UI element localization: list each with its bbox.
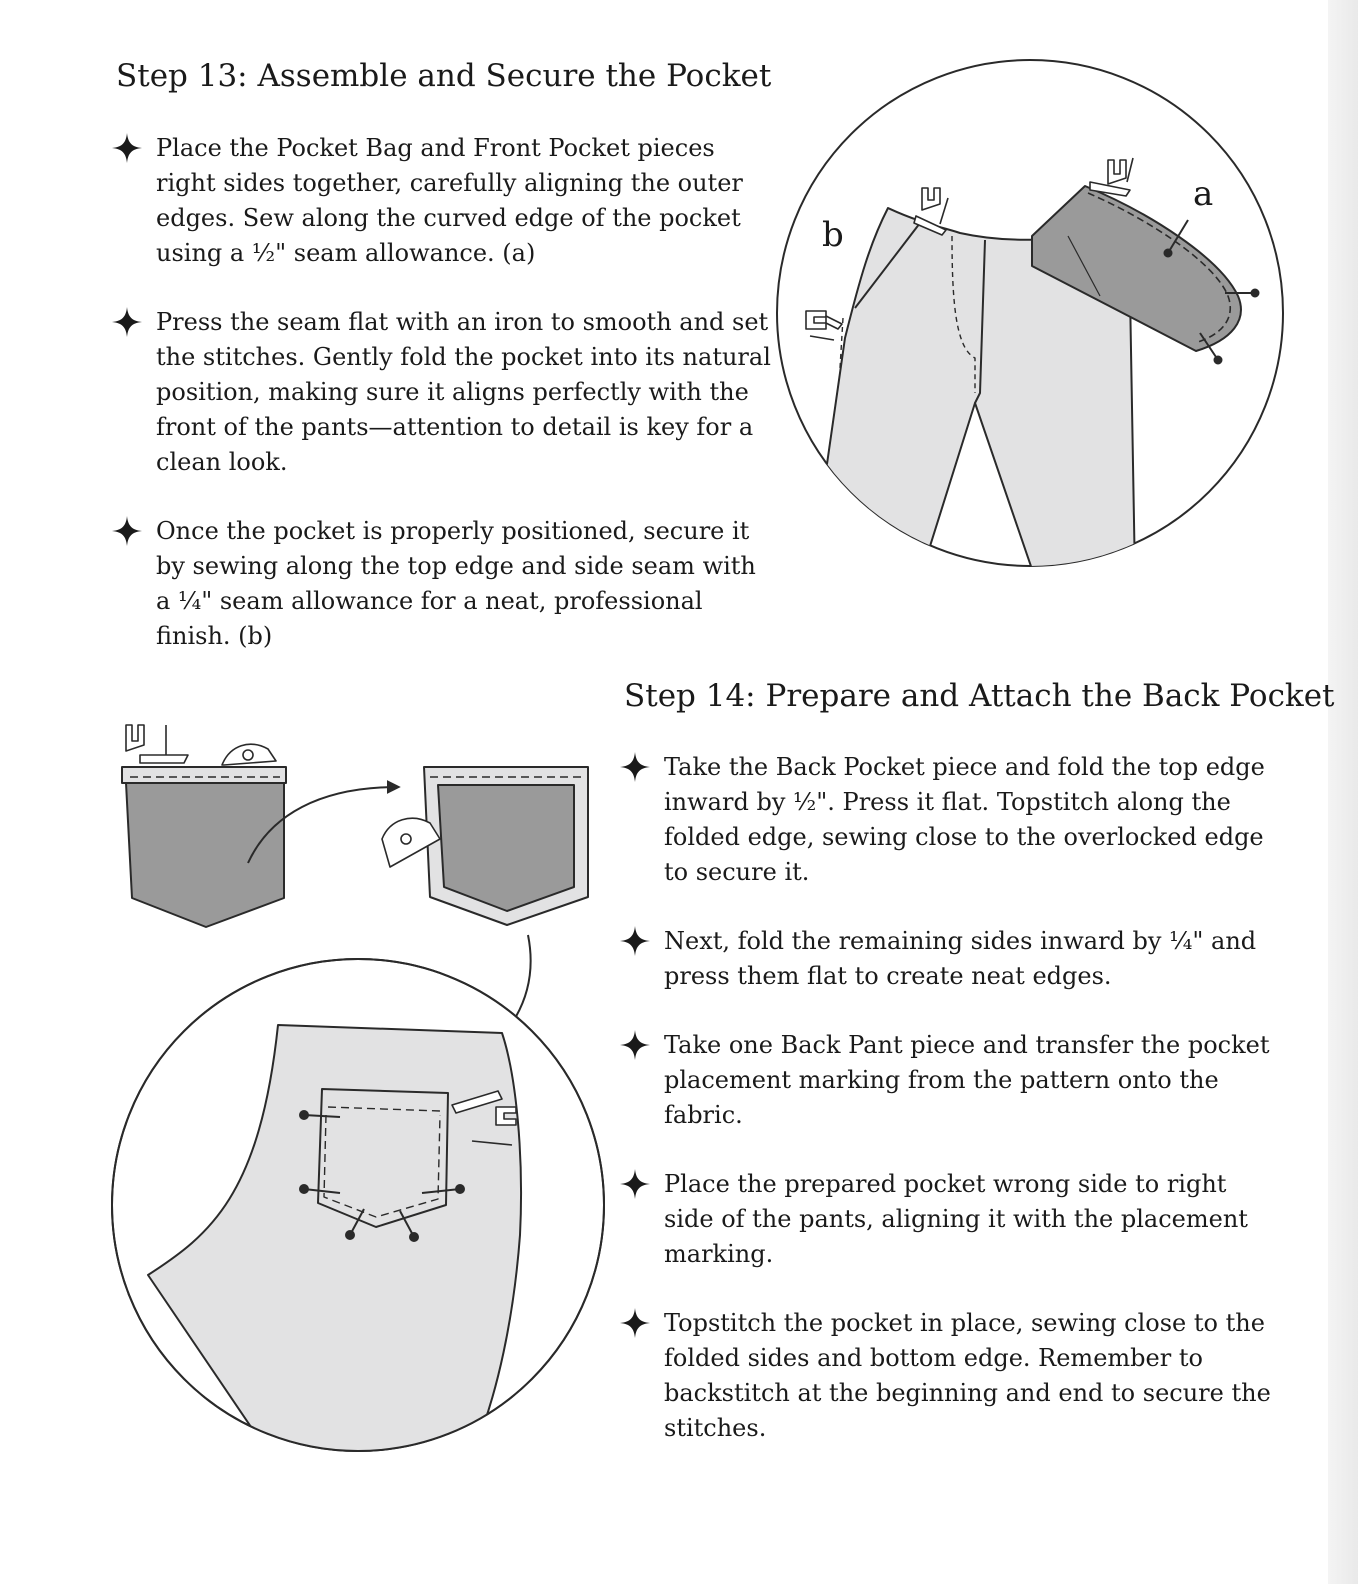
- step-14-bullet-3: [620, 1028, 1280, 1133]
- four-point-star-icon: [112, 133, 142, 163]
- step-13-bullet-2-text: Press the seam flat with an iron to smooth and set the stitches. Gently fold the pocket into its natural position, making sure it aligns perfectly with the front of the pants—attention to detail is key for a clean look.: [156, 308, 771, 476]
- step-13-bullet-2: [112, 305, 772, 480]
- front-pocket-illustration: [770, 48, 1290, 578]
- step-14-bullet-2: [620, 924, 1280, 994]
- step-14-bullet-1-text: Take the Back Pocket piece and fold the top edge inward by ½". Press it flat. Topstitch along the folded edge, sewing close to the overlocked edge to secure it.: [664, 753, 1265, 886]
- step-13-bullet-1-text: Place the Pocket Bag and Front Pocket pieces right sides together, carefully aligning the outer edges. Sew along the curved edge of the pocket using a ½" seam allowance. (a): [156, 134, 743, 267]
- step-14-bullet-4-text: Place the prepared pocket wrong side to right side of the pants, aligning it with the placement marking.: [664, 1170, 1248, 1268]
- back-pocket-illustration: [100, 715, 620, 1455]
- step-13-bullet-3-text: Once the pocket is properly positioned, secure it by sewing along the top edge and side seam with a ¼" seam allowance for a neat, professional finish. (b): [156, 517, 756, 650]
- step-13-bullet-list: [112, 131, 772, 654]
- step-14-bullet-3-text: Take one Back Pant piece and transfer the pocket placement marking from the pattern onto the fabric.: [664, 1031, 1270, 1129]
- step-14-title: Step 14: Prepare and Attach the Back Pocket: [624, 678, 1335, 714]
- four-point-star-icon: [620, 1030, 650, 1060]
- four-point-star-icon: [620, 752, 650, 782]
- four-point-star-icon: [620, 1169, 650, 1199]
- step-14-bullet-5: [620, 1306, 1280, 1446]
- page-edge-shadow: [1328, 0, 1358, 1584]
- step-14-bullet-1: [620, 750, 1280, 890]
- four-point-star-icon: [620, 1308, 650, 1338]
- step-14-bullet-list: [620, 750, 1280, 1446]
- step-14-bullet-2-text: Next, fold the remaining sides inward by ¼" and press them flat to create neat edges.: [664, 927, 1257, 990]
- step-13-bullet-3: [112, 514, 772, 654]
- figure-label-b: b: [822, 215, 844, 255]
- figure-label-a: a: [1193, 174, 1214, 214]
- step-14-bullet-5-text: Topstitch the pocket in place, sewing close to the folded sides and bottom edge. Remember to backstitch at the beginning and end to secure the stitches.: [664, 1309, 1271, 1442]
- step-14-bullet-4: [620, 1167, 1280, 1272]
- four-point-star-icon: [112, 516, 142, 546]
- four-point-star-icon: [620, 926, 650, 956]
- step-13-title: Step 13: Assemble and Secure the Pocket: [116, 58, 772, 94]
- four-point-star-icon: [112, 307, 142, 337]
- step-13-bullet-1: [112, 131, 772, 271]
